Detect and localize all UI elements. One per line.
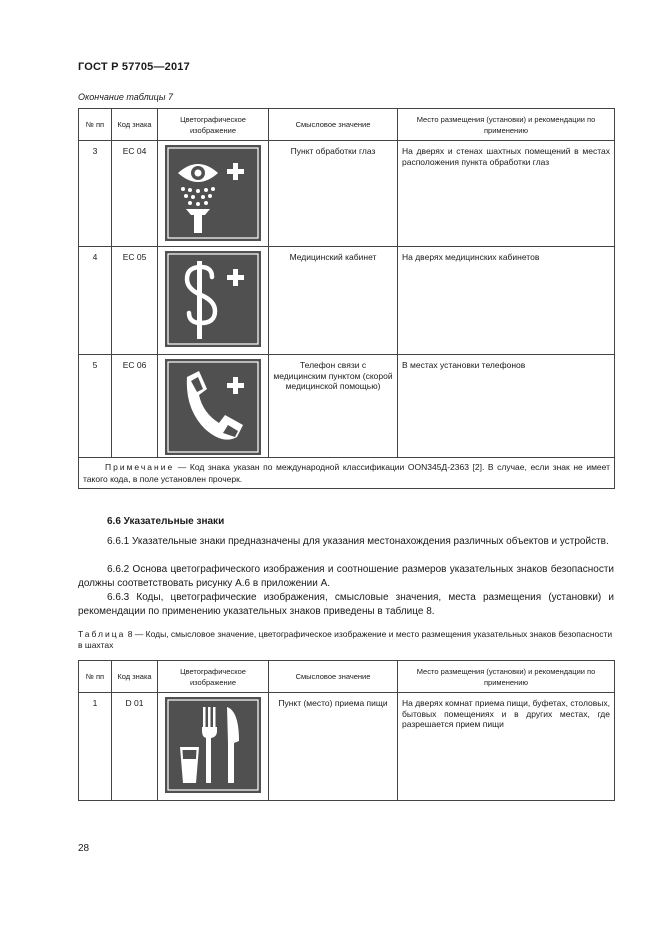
table-8 — [78, 660, 615, 801]
table-row — [79, 247, 615, 355]
col-header-placement: Место размещения (установки) и рекомендации по применению — [398, 109, 615, 141]
row-code: ЕС 05 — [112, 247, 158, 355]
table-header-row — [79, 661, 615, 693]
col-header-meaning: Смысловое значение — [269, 661, 398, 693]
note-label: Примечание — [105, 462, 175, 472]
col-header-number: № пп — [79, 661, 112, 693]
page-number: 28 — [78, 843, 90, 854]
sign-image-cell — [158, 141, 269, 247]
row-number: 1 — [79, 693, 112, 801]
row-code: D 01 — [112, 693, 158, 801]
table-8-caption-label: Таблица — [78, 629, 126, 639]
row-meaning: Пункт обработки глаз — [269, 141, 398, 247]
sign-image-cell — [158, 355, 269, 458]
row-number: 5 — [79, 355, 112, 458]
row-meaning: Медицинский кабинет — [269, 247, 398, 355]
row-placement: На дверях комнат приема пищи, буфетах, столовых, бытовых помещениях и в других местах, где разрешается прием пищи — [398, 693, 615, 801]
table-7 — [78, 108, 615, 489]
sign-image-cell — [158, 693, 269, 801]
eye-wash-first-aid-icon — [165, 145, 261, 241]
emergency-phone-icon — [165, 359, 261, 455]
col-header-code: Код знака — [112, 661, 158, 693]
document-header: ГОСТ Р 57705—2017 — [78, 61, 190, 73]
table-row — [79, 355, 615, 458]
table-row — [79, 693, 615, 801]
col-header-image: Цветографическое изображение — [158, 109, 269, 141]
row-placement: На дверях и стенах шахтных помещений в местах расположения пункта обработки глаз — [398, 141, 615, 247]
col-header-code: Код знака — [112, 109, 158, 141]
table-note — [79, 458, 615, 489]
medical-office-icon — [165, 251, 261, 347]
row-meaning: Телефон связи с медицинским пунктом (скорой медицинской помощью) — [269, 355, 398, 458]
sign-image-cell — [158, 247, 269, 355]
col-header-meaning: Смысловое значение — [269, 109, 398, 141]
paragraph-6-6-1: 6.6.1 Указательные знаки предназначены для указания местонахождения различных объектов и устройств. — [107, 536, 609, 547]
row-placement: В местах установки телефонов — [398, 355, 615, 458]
table-8-caption — [78, 629, 614, 651]
section-title: 6.6 Указательные знаки — [107, 516, 225, 527]
col-header-image: Цветографическое изображение — [158, 661, 269, 693]
note-text: — Код знака указан по международной классификации ООN345Д-2363 [2]. В случае, если знак не имеет такого кода, в поле установлен прочерк. — [83, 462, 610, 484]
row-code: ЕС 06 — [112, 355, 158, 458]
table-8-caption-text: 8 — Коды, смысловое значение, цветографическое изображение и место размещения указательных знаков безопасности в шахтах — [78, 629, 613, 650]
col-header-placement: Место размещения (установки) и рекомендации по применению — [398, 661, 615, 693]
table-note-row — [79, 458, 615, 489]
paragraph-6-6-3: 6.6.3 Коды, цветографические изображения, смысловые значения, места размещения (установки) и рекомендации по применению указательных знаков приведены в таблице 8. — [78, 592, 614, 618]
table-row — [79, 141, 615, 247]
paragraph-6-6-2: 6.6.2 Основа цветографического изображения и соотношение размеров указательных знаков безопасности должны соответствовать рисунку А.6 в приложении А. — [78, 564, 614, 590]
food-place-icon — [165, 697, 261, 793]
row-number: 4 — [79, 247, 112, 355]
row-placement: На дверях медицинских кабинетов — [398, 247, 615, 355]
row-meaning: Пункт (место) приема пищи — [269, 693, 398, 801]
col-header-number: № пп — [79, 109, 112, 141]
table-7-caption: Окончание таблицы 7 — [78, 92, 173, 102]
row-number: 3 — [79, 141, 112, 247]
table-header-row — [79, 109, 615, 141]
row-code: ЕС 04 — [112, 141, 158, 247]
